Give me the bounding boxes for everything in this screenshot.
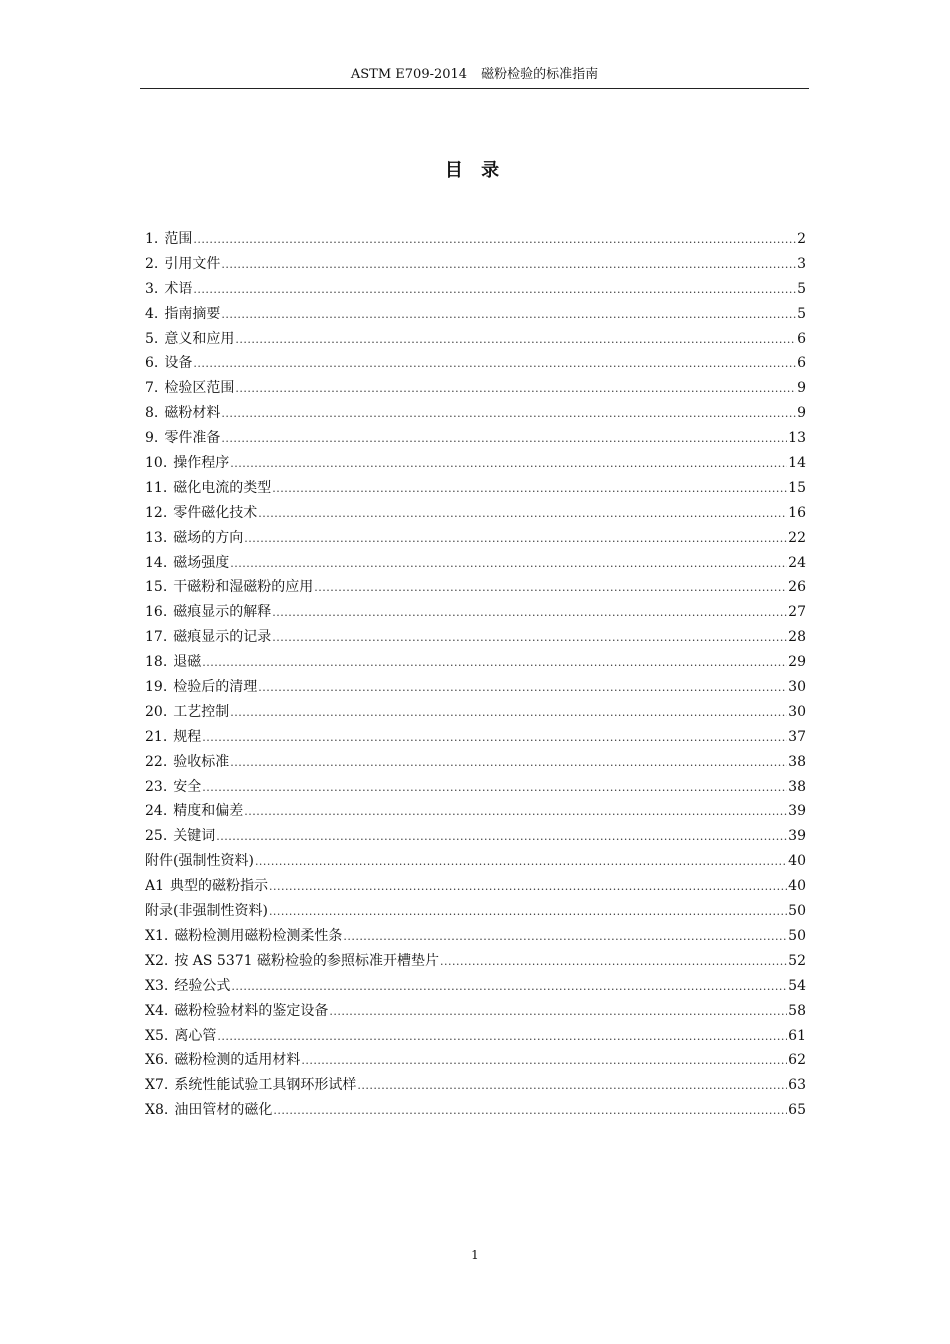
toc-entry-page: 5 bbox=[797, 305, 806, 322]
toc-entry-label: 检验后的清理 bbox=[173, 679, 258, 696]
toc-entry[interactable] bbox=[145, 1100, 806, 1125]
toc-entry-label: 磁粉检验材料的鉴定设备 bbox=[174, 1002, 329, 1019]
toc-dot-leader bbox=[231, 977, 787, 997]
toc-entry-label: 磁痕显示的记录 bbox=[173, 629, 272, 646]
toc-entry[interactable] bbox=[145, 752, 806, 777]
toc-entry-label: 规程 bbox=[173, 728, 202, 745]
toc-entry-label: 设备 bbox=[164, 355, 193, 372]
toc-entry-number: 12. bbox=[145, 504, 168, 521]
toc-entry-label: 指南摘要 bbox=[164, 305, 221, 322]
toc-entry[interactable] bbox=[145, 926, 806, 951]
toc-entry-label: 安全 bbox=[173, 778, 202, 795]
toc-entry-label: 经验公式 bbox=[174, 977, 231, 994]
toc-entry-number: 4. bbox=[145, 305, 159, 322]
toc-entry-number: 19. bbox=[145, 679, 168, 696]
toc-entry-number: X3. bbox=[145, 977, 169, 994]
toc-entry-number: 13. bbox=[145, 529, 168, 546]
toc-dot-leader bbox=[217, 1027, 787, 1047]
toc-dot-leader bbox=[230, 753, 787, 773]
toc-dot-leader bbox=[269, 877, 787, 897]
toc-entry-label: 磁化电流的类型 bbox=[173, 479, 272, 496]
page-number: 1 bbox=[471, 1248, 479, 1262]
toc-entry-page: 3 bbox=[797, 255, 806, 272]
toc-entry[interactable] bbox=[145, 851, 806, 876]
toc-dot-leader bbox=[440, 952, 787, 972]
toc-entry-label: 典型的磁粉指示 bbox=[170, 878, 269, 895]
toc-entry-label: 磁粉检测用磁粉检测柔性条 bbox=[174, 927, 343, 944]
toc-dot-leader bbox=[216, 827, 787, 847]
toc-entry-number: 24. bbox=[145, 803, 168, 820]
toc-dot-leader bbox=[202, 728, 787, 748]
toc-dot-leader bbox=[329, 1002, 787, 1022]
toc-entry-page: 22 bbox=[788, 529, 806, 546]
toc-dot-leader bbox=[230, 554, 787, 574]
toc-entry-page: 50 bbox=[788, 903, 806, 920]
toc-entry-page: 30 bbox=[788, 703, 806, 720]
toc-entry-number: X1. bbox=[145, 927, 169, 944]
toc-dot-leader bbox=[193, 280, 796, 300]
toc-dot-leader bbox=[269, 902, 787, 922]
toc-entry-page: 61 bbox=[788, 1027, 806, 1044]
toc-entry-label: 引用文件 bbox=[164, 255, 221, 272]
toc-entry-label: 意义和应用 bbox=[164, 330, 235, 347]
toc-dot-leader bbox=[273, 1101, 787, 1121]
toc-dot-leader bbox=[221, 404, 796, 424]
toc-entry-label: 磁粉检测的适用材料 bbox=[174, 1052, 301, 1069]
toc-entry-page: 38 bbox=[788, 753, 806, 770]
toc-entry-label: 范围 bbox=[164, 231, 193, 247]
toc-dot-leader bbox=[258, 504, 787, 524]
toc-entry-number: 1. bbox=[145, 231, 159, 247]
toc-entry[interactable] bbox=[145, 976, 806, 1001]
toc-entry-page: 6 bbox=[797, 330, 806, 347]
toc-entry[interactable] bbox=[145, 453, 806, 478]
toc-dot-leader bbox=[230, 703, 787, 723]
toc-entry-label: 磁场的方向 bbox=[173, 529, 244, 546]
toc-entry-number: 5. bbox=[145, 330, 159, 347]
toc-entry-number: 3. bbox=[145, 280, 159, 297]
toc-entry-number: 9. bbox=[145, 430, 159, 447]
toc-entry-number: 20. bbox=[145, 703, 168, 720]
toc-entry-page: 54 bbox=[788, 977, 806, 994]
toc-dot-leader bbox=[235, 379, 796, 399]
toc-dot-leader bbox=[244, 529, 787, 549]
toc-dot-leader bbox=[255, 852, 787, 872]
toc-entry-page: 65 bbox=[788, 1102, 806, 1119]
toc-entry-number: X6. bbox=[145, 1052, 169, 1069]
toc-entry-number: 17. bbox=[145, 629, 168, 646]
toc-entry[interactable] bbox=[145, 378, 806, 403]
toc-entry[interactable] bbox=[145, 777, 806, 802]
toc-entry[interactable] bbox=[145, 801, 806, 826]
toc-title: 目 录 bbox=[444, 160, 506, 181]
toc-entry-number: X8. bbox=[145, 1102, 169, 1119]
toc-entry-page: 37 bbox=[788, 728, 806, 745]
toc-entry[interactable] bbox=[145, 553, 806, 578]
toc-entry-number: 14. bbox=[145, 554, 168, 571]
toc-dot-leader bbox=[272, 479, 787, 499]
toc-dot-leader bbox=[244, 802, 787, 822]
toc-entry-page: 63 bbox=[788, 1077, 806, 1094]
toc-dot-leader bbox=[230, 454, 787, 474]
toc-entry-page: 52 bbox=[788, 952, 806, 969]
toc-entry-page: 28 bbox=[788, 629, 806, 646]
toc-entry-page: 58 bbox=[788, 1002, 806, 1019]
toc-entry-label: 退磁 bbox=[173, 654, 202, 671]
toc-entry-number: 7. bbox=[145, 380, 159, 397]
toc-entry-label: 干磁粉和湿磁粉的应用 bbox=[173, 579, 314, 596]
toc-entry[interactable] bbox=[145, 602, 806, 627]
toc-entry-number: X7. bbox=[145, 1077, 169, 1094]
toc-entry[interactable] bbox=[145, 403, 806, 428]
toc-entry-label: 附录(非强制性资料) bbox=[145, 903, 268, 920]
toc-entry-page: 50 bbox=[788, 927, 806, 944]
toc-dot-leader bbox=[258, 678, 787, 698]
toc-entry[interactable] bbox=[145, 478, 806, 503]
toc-entry[interactable] bbox=[145, 577, 806, 602]
toc-entry-number: 15. bbox=[145, 579, 168, 596]
toc-entry-page: 40 bbox=[788, 853, 806, 870]
toc-entry-label: 离心管 bbox=[174, 1027, 217, 1044]
toc-entry-label: 术语 bbox=[164, 280, 193, 297]
toc-entry-number: A1 bbox=[145, 878, 165, 895]
toc-dot-leader bbox=[193, 230, 796, 250]
toc-entry-number: 25. bbox=[145, 828, 168, 845]
toc-entry-page: 39 bbox=[788, 828, 806, 845]
toc-dot-leader bbox=[357, 1076, 787, 1096]
toc-entry[interactable] bbox=[145, 876, 806, 901]
toc-entry[interactable] bbox=[145, 627, 806, 652]
toc-entry-number: 18. bbox=[145, 654, 168, 671]
toc-dot-leader bbox=[272, 628, 787, 648]
toc-entry-label: 工艺控制 bbox=[173, 703, 230, 720]
toc-entry[interactable] bbox=[145, 428, 806, 453]
toc-entry[interactable] bbox=[145, 1075, 806, 1100]
toc-entry-label: 关键词 bbox=[173, 828, 216, 845]
toc-entry[interactable] bbox=[145, 254, 806, 279]
toc-entry-label: 磁粉材料 bbox=[164, 405, 221, 422]
toc-dot-leader bbox=[235, 330, 796, 350]
toc-entry-label: 按 AS 5371 磁粉检验的参照标准开槽垫片 bbox=[174, 952, 440, 969]
toc-entry-page: 16 bbox=[788, 504, 806, 521]
toc-entry-page: 30 bbox=[788, 679, 806, 696]
toc-entry[interactable] bbox=[145, 901, 806, 926]
toc-entry-page: 9 bbox=[797, 405, 806, 422]
header-standard-title: 磁粉检验的标准指南 bbox=[481, 67, 599, 82]
toc-dot-leader bbox=[343, 927, 787, 947]
toc-entry-page: 40 bbox=[788, 878, 806, 895]
toc-entry-page: 27 bbox=[788, 604, 806, 621]
toc-dot-leader bbox=[202, 653, 787, 673]
toc-entry[interactable] bbox=[145, 1001, 806, 1026]
toc-entry-label: 零件磁化技术 bbox=[173, 504, 258, 521]
toc-dot-leader bbox=[314, 578, 787, 598]
toc-entry-page: 15 bbox=[788, 479, 806, 496]
toc-entry-label: 检验区范围 bbox=[164, 380, 235, 397]
toc-entry-number: X5. bbox=[145, 1027, 169, 1044]
toc-entry-label: 磁痕显示的解释 bbox=[173, 604, 272, 621]
toc-entry-label: 操作程序 bbox=[173, 455, 230, 472]
toc-entry-page: 62 bbox=[788, 1052, 806, 1069]
toc-entry-page: 38 bbox=[788, 778, 806, 795]
toc-entry-number: 8. bbox=[145, 405, 159, 422]
toc-entry-label: 油田管材的磁化 bbox=[174, 1102, 273, 1119]
toc-entry-label: 附件(强制性资料) bbox=[145, 853, 254, 870]
toc-dot-leader bbox=[202, 778, 787, 798]
toc-entry-page: 9 bbox=[797, 380, 806, 397]
toc-entry-page: 24 bbox=[788, 554, 806, 571]
toc-dot-leader bbox=[221, 305, 796, 325]
toc-entry[interactable] bbox=[145, 1050, 806, 1075]
toc-entry[interactable] bbox=[145, 229, 806, 254]
toc-dot-leader bbox=[221, 429, 787, 449]
toc-entry[interactable] bbox=[145, 329, 806, 354]
toc-entry[interactable] bbox=[145, 702, 806, 727]
toc-entry[interactable] bbox=[145, 528, 806, 553]
toc-entry-page: 13 bbox=[788, 430, 806, 447]
toc-entry-label: 验收标准 bbox=[173, 753, 230, 770]
toc-entry-number: 2. bbox=[145, 255, 159, 272]
toc-dot-leader bbox=[301, 1051, 787, 1071]
toc-entry[interactable] bbox=[145, 727, 806, 752]
table-of-contents bbox=[145, 229, 806, 1125]
toc-entry[interactable] bbox=[145, 1026, 806, 1051]
toc-entry-page: 2 bbox=[797, 231, 806, 247]
toc-entry-page: 39 bbox=[788, 803, 806, 820]
toc-entry-number: X2. bbox=[145, 952, 169, 969]
toc-entry-number: 22. bbox=[145, 753, 168, 770]
toc-entry-number: 21. bbox=[145, 728, 168, 745]
header-standard-code: ASTM E709-2014 bbox=[350, 67, 468, 82]
toc-entry-page: 29 bbox=[788, 654, 806, 671]
toc-entry[interactable] bbox=[145, 503, 806, 528]
toc-entry-number: X4. bbox=[145, 1002, 169, 1019]
toc-entry-number: 6. bbox=[145, 355, 159, 372]
toc-entry-number: 16. bbox=[145, 604, 168, 621]
toc-entry-page: 26 bbox=[788, 579, 806, 596]
toc-dot-leader bbox=[272, 603, 787, 623]
toc-dot-leader bbox=[221, 255, 796, 275]
toc-entry[interactable] bbox=[145, 951, 806, 976]
toc-entry-page: 14 bbox=[788, 455, 806, 472]
toc-entry[interactable] bbox=[145, 677, 806, 702]
running-header bbox=[140, 66, 809, 89]
toc-entry[interactable] bbox=[145, 652, 806, 677]
toc-entry-label: 零件准备 bbox=[164, 430, 221, 447]
toc-entry-label: 磁场强度 bbox=[173, 554, 230, 571]
toc-entry-number: 10. bbox=[145, 455, 168, 472]
toc-entry-label: 系统性能试验工具钢环形试样 bbox=[174, 1077, 357, 1094]
toc-entry[interactable] bbox=[145, 304, 806, 329]
toc-entry-page: 5 bbox=[797, 280, 806, 297]
toc-entry-number: 11. bbox=[145, 479, 168, 496]
toc-entry[interactable] bbox=[145, 353, 806, 378]
toc-entry-label: 精度和偏差 bbox=[173, 803, 244, 820]
toc-entry-page: 6 bbox=[797, 355, 806, 372]
toc-entry[interactable] bbox=[145, 826, 806, 851]
toc-entry-number: 23. bbox=[145, 778, 168, 795]
toc-dot-leader bbox=[193, 354, 796, 374]
toc-entry[interactable] bbox=[145, 279, 806, 304]
